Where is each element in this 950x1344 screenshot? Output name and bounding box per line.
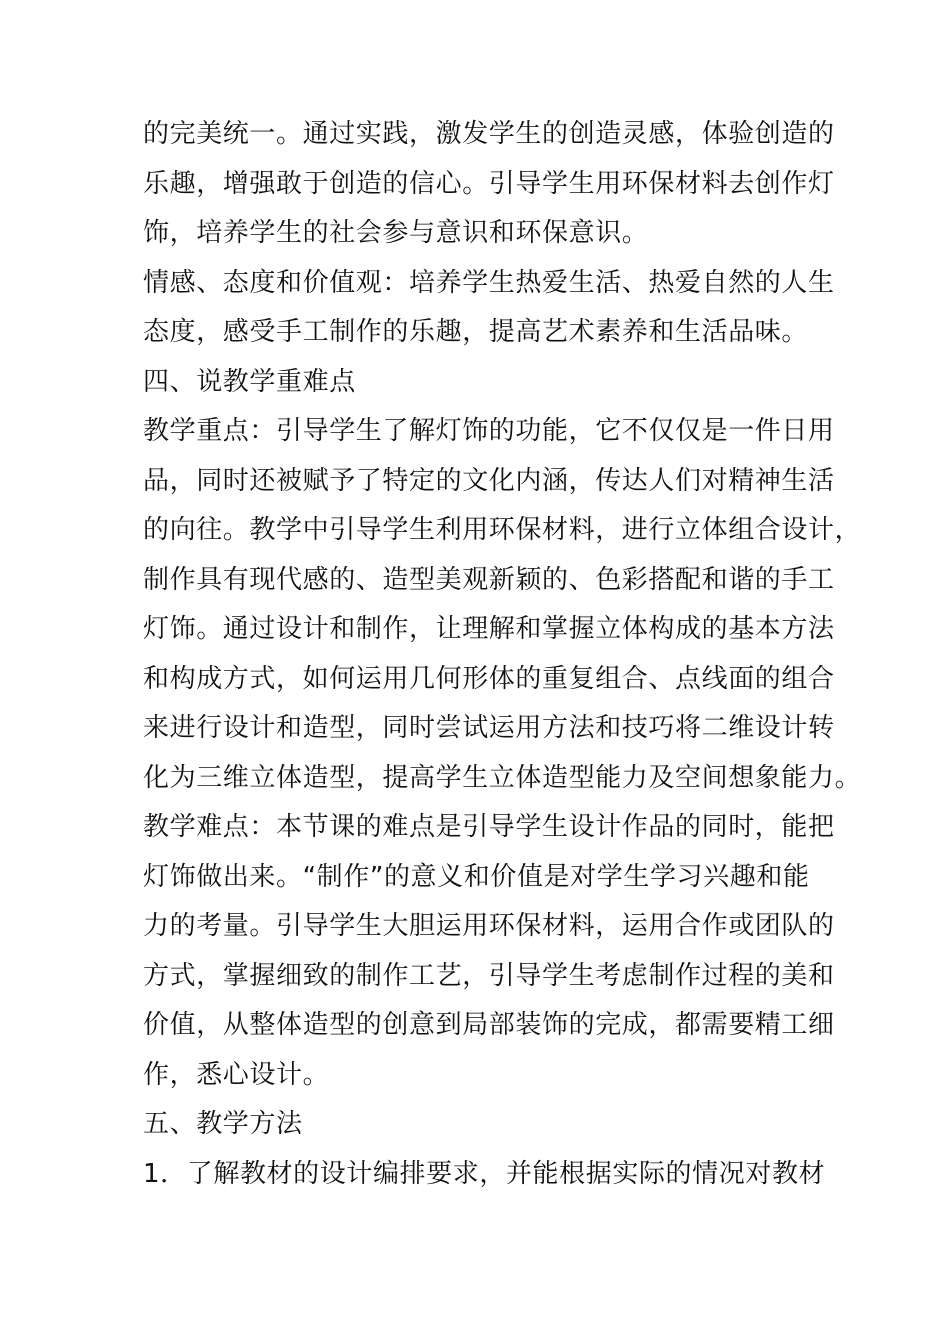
text-line: 的向往。教学中引导学生利用环保材料，进行立体组合设计， <box>143 515 862 545</box>
text-line: 力的考量。引导学生大胆运用环保材料，运用合作或团队的 <box>143 911 835 941</box>
text-line: 灯饰做出来。“制作”的意义和价值是对学生学习兴趣和能 <box>143 861 810 892</box>
text-line: 饰，培养学生的社会参与意识和环保意识。 <box>143 218 649 248</box>
section-heading: 五、教学方法 <box>143 1109 303 1139</box>
text-line: 情感、态度和价值观：培养学生热爱生活、热爱自然的人生 <box>143 267 835 298</box>
text-line: 乐趣，增强敢于创造的信心。引导学生用环保材料去创作灯 <box>143 168 835 199</box>
text-line: 1．了解教材的设计编排要求，并能根据实际的情况对教材 <box>143 1158 826 1189</box>
text-line: 品，同时还被赋予了特定的文化内涵，传达人们对精神生活 <box>143 465 835 496</box>
text-line: 的完美统一。通过实践，激发学生的创造灵感，体验创造的 <box>143 119 835 149</box>
text-line: 和构成方式，如何运用几何形体的重复组合、点线面的组合 <box>143 663 835 694</box>
text-line: 教学重点：引导学生了解灯饰的功能，它不仅仅是一件日用 <box>143 416 835 446</box>
text-line: 制作具有现代感的、造型美观新颖的、色彩搭配和谐的手工 <box>143 564 835 595</box>
text-line: 教学难点：本节课的难点是引导学生设计作品的同时，能把 <box>143 812 835 842</box>
text-line: 方式，掌握细致的制作工艺，引导学生考虑制作过程的美和 <box>143 960 835 991</box>
body-text <box>143 110 862 1199</box>
text-line: 作，悉心设计。 <box>143 1059 330 1090</box>
text-line: 价值，从整体造型的创意到局部装饰的完成，都需要精工细 <box>143 1010 835 1040</box>
text-line: 态度，感受手工制作的乐趣，提高艺术素养和生活品味。 <box>143 317 809 347</box>
text-line: 灯饰。通过设计和制作，让理解和掌握立体构成的基本方法 <box>143 614 835 644</box>
section-heading: 四、说教学重难点 <box>143 366 356 397</box>
text-line: 化为三维立体造型，提高学生立体造型能力及空间想象能力。 <box>143 762 862 793</box>
text-line: 来进行设计和造型，同时尝试运用方法和技巧将二维设计转 <box>143 713 835 743</box>
